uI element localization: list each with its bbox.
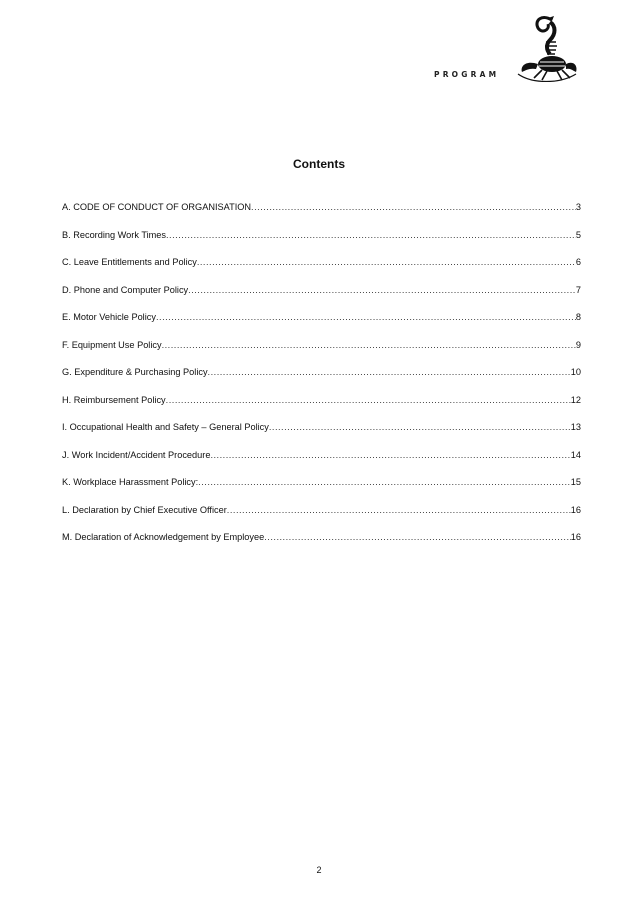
scorpion-logo-icon (512, 12, 580, 82)
toc-entry-page: 8 (575, 312, 581, 322)
dot-leader (198, 475, 571, 489)
toc-entry-page: 9 (575, 339, 581, 350)
toc-entry-page: 3 (575, 202, 581, 212)
toc-entry-label: D. Phone and Computer Policy (62, 284, 189, 295)
toc-entry[interactable] (62, 530, 581, 558)
toc-entry[interactable] (62, 503, 581, 531)
dot-leader (227, 503, 571, 517)
dot-leader (188, 283, 576, 297)
toc-entry[interactable] (62, 228, 581, 256)
toc-entry-label: E. Motor Vehicle Policy (62, 312, 156, 322)
dot-leader (210, 448, 570, 462)
dot-leader (197, 255, 576, 269)
toc-entry[interactable] (62, 310, 581, 338)
toc-entry-label: L. Declaration by Chief Executive Officer (62, 504, 227, 515)
toc-entry[interactable] (62, 255, 581, 283)
page-title: Contents (293, 157, 345, 171)
toc-entry-label: H. Reimbursement Policy (62, 394, 166, 405)
page-header (0, 0, 638, 90)
dot-leader (162, 338, 576, 352)
toc-entry-label: K. Workplace Harassment Policy: (62, 477, 199, 487)
dot-leader (264, 530, 571, 544)
dot-leader (166, 228, 576, 242)
toc-entry-label: J. Work Incident/Accident Procedure (62, 449, 211, 460)
toc-entry-page: 7 (575, 284, 581, 295)
toc-entry-label: C. Leave Entitlements and Policy (62, 257, 197, 267)
toc-entry-page: 10 (570, 367, 581, 377)
toc-entry[interactable] (62, 475, 581, 503)
toc-entry[interactable] (62, 365, 581, 393)
dot-leader (269, 420, 571, 434)
toc-entry-label: F. Equipment Use Policy (62, 339, 162, 350)
toc-entry-label: A. CODE OF CONDUCT OF ORGANISATION (62, 202, 252, 212)
toc-entry-page: 15 (570, 477, 581, 487)
toc-entry-label: B. Recording Work Times (62, 229, 166, 240)
toc-entry[interactable] (62, 283, 581, 311)
page-number: 2 (316, 865, 322, 875)
table-of-contents (62, 200, 581, 558)
toc-entry-page: 16 (570, 504, 581, 515)
toc-entry-label: M. Declaration of Acknowledgement by Employee (62, 532, 265, 542)
dot-leader (156, 310, 576, 324)
toc-entry-label: I. Occupational Health and Safety – General Policy (62, 422, 269, 432)
toc-entry-page: 13 (570, 422, 581, 432)
toc-entry-page: 14 (570, 449, 581, 460)
dot-leader (251, 200, 576, 214)
toc-entry[interactable] (62, 338, 581, 366)
toc-entry-page: 5 (575, 229, 581, 240)
toc-entry-page: 6 (575, 257, 581, 267)
dot-leader (166, 393, 571, 407)
toc-entry[interactable] (62, 200, 581, 228)
toc-entry-label: G. Expenditure & Purchasing Policy (62, 367, 208, 377)
brand-text: PROGRAM (434, 70, 500, 79)
dot-leader (208, 365, 571, 379)
toc-entry[interactable] (62, 420, 581, 448)
toc-entry-page: 16 (570, 532, 581, 542)
toc-entry[interactable] (62, 448, 581, 476)
toc-entry-page: 12 (570, 394, 581, 405)
toc-entry[interactable] (62, 393, 581, 421)
